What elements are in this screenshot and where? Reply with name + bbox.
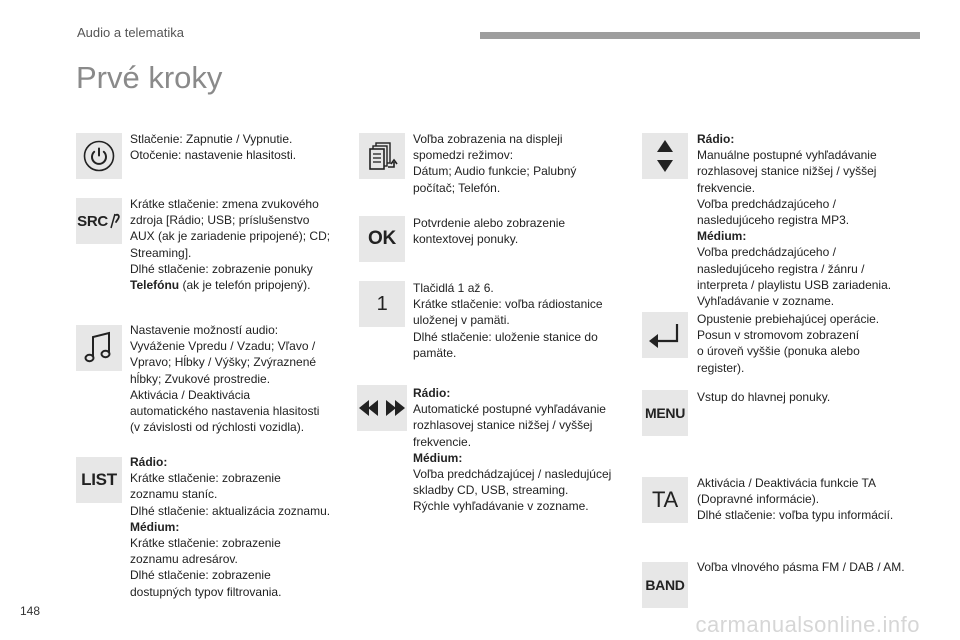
up-down-description: Rádio: Manuálne postupné vyhľadávanie rozhlasovej stanice nižšej / vyššej frekvencie. Voľba predchádzajúceho / nasledujúceho registra MP3. Médium: Voľba predchádzajúceho / nasledujúceho registra / žánru / interpreta / playlistu USB zariadenia. Vyhľadávanie v zozname. bbox=[697, 132, 892, 309]
preset-buttons-tile bbox=[359, 281, 405, 327]
up-down-tile bbox=[642, 133, 688, 179]
ta-button-tile bbox=[642, 477, 688, 523]
audio-settings-tile bbox=[76, 325, 122, 371]
ta-label: TA bbox=[652, 487, 678, 512]
presets-description: Tlačidlá 1 až 6. Krátke stlačenie: voľba rádiostanice uloženej v pamäti. Dlhé stlačenie: uloženie stanice do pamäte. bbox=[413, 281, 603, 360]
up-down-arrows-icon bbox=[655, 139, 675, 173]
display-pages-icon bbox=[366, 140, 398, 172]
power-description: Stlačenie: Zapnutie / Vypnutie. Otočenie: nastavenie hlasitosti. bbox=[130, 132, 297, 163]
preset-one-label: 1 bbox=[376, 292, 388, 315]
back-description: Opustenie prebiehajúcej operácie. Posun v stromovom zobrazení o úroveň vyššie (ponuka alebo register). bbox=[697, 312, 880, 375]
list-description: Rádio: Krátke stlačenie: zobrazenie zoznamu staníc. Dlhé stlačenie: aktualizácia zoznamu. Médium: Krátke stlačenie: zobrazenie zoznamu adresárov. Dlhé stlačenie: zobrazenie dostupných typov filtrovania. bbox=[130, 455, 331, 599]
display-description: Voľba zobrazenia na displeji spomedzi režimov: Dátum; Audio funkcie; Palubný počítač; Telefón. bbox=[413, 132, 577, 195]
ok-button-tile bbox=[359, 216, 405, 262]
list-label: LIST bbox=[81, 470, 117, 489]
power-button-tile bbox=[76, 133, 122, 179]
watermark: carmanualsonline.info bbox=[695, 612, 920, 637]
section-label: Audio a telematika bbox=[77, 25, 184, 40]
band-label: BAND bbox=[645, 577, 685, 593]
seek-buttons-tile bbox=[357, 385, 407, 431]
ok-description: Potvrdenie alebo zobrazenie kontextovej ponuky. bbox=[413, 216, 566, 247]
power-icon bbox=[83, 140, 115, 172]
back-arrow-icon bbox=[648, 321, 682, 349]
seek-description: Rádio: Automatické postupné vyhľadávanie rozhlasovej stanice nižšej / vyššej frekvencie. Médium: Voľba predchádzajúcej / nasledujúcej skladby CD, USB, streaming. Rýchle vyhľadávanie v zozname. bbox=[413, 386, 612, 514]
page-number: 148 bbox=[20, 604, 41, 618]
menu-description: Vstup do hlavnej ponuky. bbox=[697, 390, 831, 404]
phone-handset-icon bbox=[109, 213, 121, 229]
music-note-icon bbox=[84, 331, 114, 365]
src-button-tile bbox=[76, 198, 122, 244]
band-description: Voľba vlnového pásma FM / DAB / AM. bbox=[697, 560, 905, 574]
seek-arrows-icon bbox=[359, 398, 405, 418]
back-button-tile bbox=[642, 312, 688, 358]
band-button-tile bbox=[642, 562, 688, 608]
src-label: SRC bbox=[77, 212, 108, 230]
audio-description: Nastavenie možností audio: Vyváženie Vpredu / Vzadu; Vľavo / Vpravo; Hĺbky / Výšky; Zvýraznené hĺbky; Zvukové prostredie. Aktivácia / Deaktivácia automatického nastavenia hlasitosti (v závislosti od rýchlosti vozidla). bbox=[130, 323, 320, 435]
display-mode-tile bbox=[359, 133, 405, 179]
menu-button-tile bbox=[642, 390, 688, 436]
ta-description: Aktivácia / Deaktivácia funkcie TA (Dopravné informácie). Dlhé stlačenie: voľba typu informácií. bbox=[697, 476, 894, 523]
src-description: Krátke stlačenie: zmena zvukového zdroja [Rádio; USB; príslušenstvo AUX (ak je zariadenie pripojené); CD; Streaming]. Dlhé stlačenie: zobrazenie ponuky Telefónu (ak je telefón pripojený). bbox=[130, 197, 331, 293]
page-title: Prvé kroky bbox=[76, 60, 223, 95]
menu-label: MENU bbox=[644, 405, 686, 421]
ok-label: OK bbox=[368, 228, 396, 249]
list-button-tile bbox=[76, 457, 122, 503]
header-bar bbox=[480, 32, 920, 39]
